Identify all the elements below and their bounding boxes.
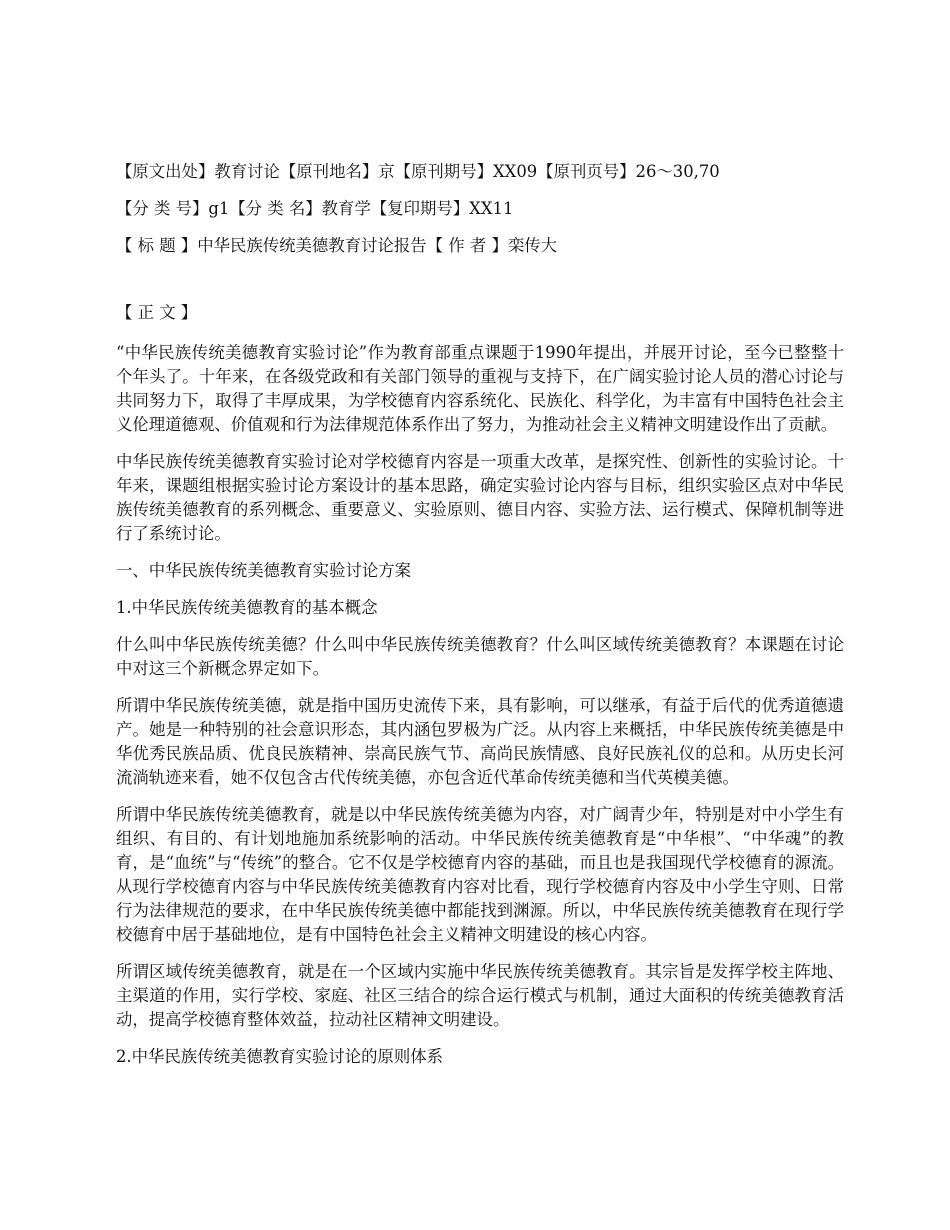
paragraph-definition-virtue: 所谓中华民族传统美德，就是指中国历史流传下来，具有影响，可以继承，有益于后代的优秀道德遗产。她是一种特别的社会意识形态，其内涵包罗极为广泛。从内容上来概括，中华民族传统美德是中华优秀民族品质、优良民族精神、崇高民族气节、高尚民族情感、良好民族礼仪的总和。从历史长河流淌轨迹来看，她不仅包含古代传统美德，亦包含近代革命传统美德和当代英模美德。 <box>116 696 844 787</box>
heading-section-one: 一、中华民族传统美德教育实验讨论方案 <box>116 561 412 580</box>
document-page <box>116 160 844 1082</box>
paragraph-questions: 什么叫中华民族传统美德？什么叫中华民族传统美德教育？什么叫区域传统美德教育？本课题在讨论中对这三个新概念界定如下。 <box>116 635 844 678</box>
paragraph-overview: 中华民族传统美德教育实验讨论对学校德育内容是一项重大改革，是探究性、创新性的实验讨论。十年来，课题组根据实验讨论方案设计的基本思路，确定实验讨论内容与目标，组织实验区点对中华民族传统美德教育的系列概念、重要意义、实验原则、德目内容、实验方法、运行模式、保障机制等进行了系统讨论。 <box>116 452 844 543</box>
heading-subsection-1: 1.中华民族传统美德教育的基本概念 <box>116 598 378 617</box>
heading-subsection-2: 2.中华民族传统美德教育实验讨论的原则体系 <box>116 1047 444 1066</box>
paragraph-definition-education: 所谓中华民族传统美德教育，就是以中华民族传统美德为内容，对广阔青少年，特别是对中小学生有组织、有目的、有计划地施加系统影响的活动。中华民族传统美德教育是“中华根”、“中华魂”的教育，是“血统”与“传统”的整合。它不仅是学校德育内容的基础，而且也是我国现代学校德育的源流。从现行学校德育内容与中华民族传统美德教育内容对比看，现行学校德育内容及中小学生守则、日常行为法律规范的要求，在中华民族传统美德中都能找到渊源。所以，中华民族传统美德教育在现行学校德育中居于基础地位，是有中国特色社会主义精神文明建设的核心内容。 <box>116 805 844 944</box>
paragraph-intro: “中华民族传统美德教育实验讨论”作为教育部重点课题于1990年提出，并展开讨论，至今已整整十个年头了。十年来，在各级党政和有关部门领导的重视与支持下，在广阔实验讨论人员的潜心讨论与共同努力下，取得了丰厚成果，为学校德育内容系统化、民族化、科学化，为丰富有中国特色社会主义伦理道德观、价值观和行为法律规范体系作出了努力，为推动社会主义精神文明建设作出了贡献。 <box>116 343 844 434</box>
source-info-line: 【原文出处】教育讨论【原刊地名】京【原刊期号】XX09【原刊页号】26～30,70 <box>116 162 720 181</box>
classification-line: 【分 类 号】g1【分 类 名】教育学【复印期号】XX11 <box>116 199 514 218</box>
title-author-line: 【 标 题 】中华民族传统美德教育讨论报告【 作 者 】栾传大 <box>116 236 558 255</box>
paragraph-definition-regional: 所谓区域传统美德教育，就是在一个区域内实施中华民族传统美德教育。其宗旨是发挥学校主阵地、主渠道的作用，实行学校、家庭、社区三结合的综合运行模式与机制，通过大面积的传统美德教育活动，提高学校德育整体效益，拉动社区精神文明建设。 <box>116 962 844 1029</box>
body-section-label: 【 正 文 】 <box>116 303 198 322</box>
